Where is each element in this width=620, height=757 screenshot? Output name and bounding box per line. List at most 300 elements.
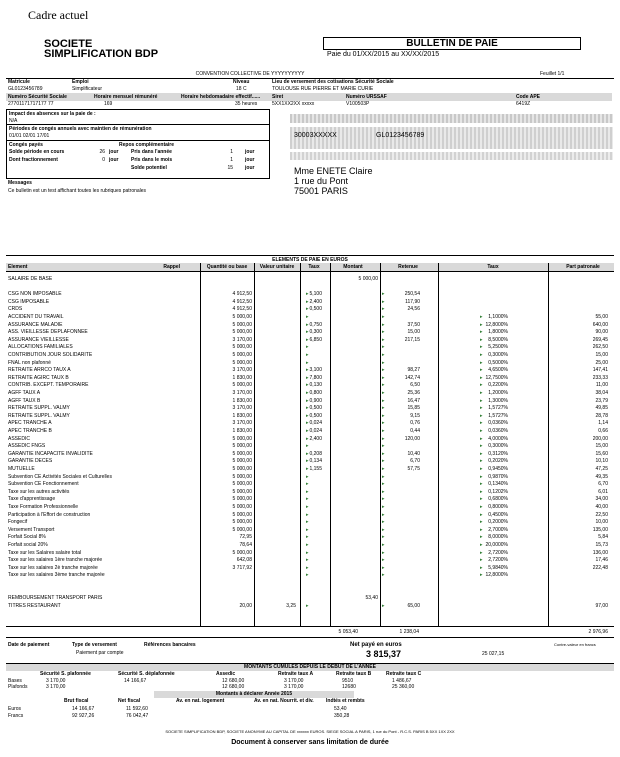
table-row bbox=[6, 519, 614, 527]
table-cell: 0,8000% bbox=[488, 504, 508, 510]
row-marker-icon: ▸ bbox=[382, 321, 385, 328]
table-cell: Taxe d'apprentissage bbox=[8, 496, 56, 503]
cumuls-cell: 3 170,00 bbox=[284, 684, 304, 690]
row-marker-icon: ▸ bbox=[306, 602, 309, 609]
table-cell: Forfait Social 8% bbox=[8, 534, 46, 541]
table-cell: 3 717,92 bbox=[232, 564, 252, 571]
pay-table-header-cell: Taux bbox=[487, 264, 499, 270]
conges-row-unit: jour bbox=[109, 149, 119, 155]
row-marker-icon: ▸ bbox=[382, 291, 385, 298]
declare-cell: 76 042,47 bbox=[126, 713, 149, 719]
table-cell: SALAIRE DE BASE bbox=[8, 276, 53, 282]
cumuls-cell: 12 680,00 bbox=[222, 678, 245, 684]
row-marker-icon: ▸ bbox=[306, 473, 309, 480]
net-label: Net payé en euros bbox=[350, 642, 402, 648]
row-marker-icon: ▸ bbox=[480, 542, 483, 548]
row-marker-icon: ▸ bbox=[480, 314, 483, 320]
table-cell: 0,134 bbox=[309, 458, 322, 465]
bulletin-period: Paie du 01/XX/2015 au XX/XX/2015 bbox=[327, 51, 440, 58]
pay-table-header-cell: Valeur unitaire bbox=[259, 264, 295, 270]
table-cell: 5 000,00 bbox=[232, 352, 252, 358]
table-cell: 23,79 bbox=[595, 397, 608, 404]
table-row bbox=[6, 466, 614, 474]
repos-row-label: Pris dans le mois bbox=[131, 157, 173, 163]
table-cell: 3 170,00 bbox=[232, 336, 252, 343]
table-row bbox=[6, 276, 614, 284]
row-marker-icon: ▸ bbox=[480, 420, 483, 427]
table-cell: 72,95 bbox=[239, 534, 252, 541]
cumuls-header-cell: Retraite taux C bbox=[386, 671, 422, 677]
table-cell: 147,41 bbox=[592, 367, 608, 374]
table-cell: 1 830,00 bbox=[232, 397, 252, 404]
row-marker-icon: ▸ bbox=[306, 450, 309, 457]
table-cell: ASSEDIC bbox=[8, 435, 30, 442]
messages-label: Messages bbox=[8, 180, 32, 186]
table-cell: 15,60 bbox=[595, 450, 608, 457]
convention: CONVENTION COLLECTIVE DE YYYYYYYYYY bbox=[195, 71, 305, 77]
row-marker-icon: ▸ bbox=[306, 496, 309, 503]
row-marker-icon: ▸ bbox=[382, 420, 385, 427]
table-row bbox=[6, 474, 614, 482]
row-marker-icon: ▸ bbox=[306, 306, 309, 313]
table-cell: 142,74 bbox=[404, 374, 420, 381]
row-marker-icon: ▸ bbox=[480, 519, 483, 526]
table-cell: ASSEDIC FNGS bbox=[8, 443, 46, 450]
table-cell: APEC TRANCHE B bbox=[8, 428, 52, 434]
row-marker-icon: ▸ bbox=[306, 481, 309, 488]
declare-header-cell: Av. en nat. logement bbox=[176, 698, 225, 704]
emploi: Simplificateur bbox=[72, 86, 103, 92]
table-cell: 40,00 bbox=[595, 504, 608, 510]
row-marker-icon: ▸ bbox=[382, 526, 385, 533]
table-cell: 15,00 bbox=[595, 352, 608, 358]
row-marker-icon: ▸ bbox=[480, 572, 483, 579]
table-cell: 0,66 bbox=[598, 428, 608, 434]
table-row bbox=[6, 572, 614, 580]
row-marker-icon: ▸ bbox=[480, 557, 483, 564]
row-marker-icon: ▸ bbox=[306, 367, 309, 374]
row-marker-icon: ▸ bbox=[306, 405, 309, 412]
repos-row-unit: jour bbox=[245, 157, 255, 163]
row-marker-icon: ▸ bbox=[306, 397, 309, 404]
table-cell: 6,70 bbox=[598, 481, 608, 488]
total-patronale: 2 976,96 bbox=[588, 629, 608, 635]
row-marker-icon: ▸ bbox=[480, 564, 483, 571]
table-cell: 5 000,00 bbox=[232, 496, 252, 503]
table-cell: 1,1000% bbox=[488, 314, 508, 320]
row-marker-icon: ▸ bbox=[306, 519, 309, 526]
label-horaire-mensuel: Horaire mensuel rémunéré bbox=[94, 94, 158, 100]
row-marker-icon: ▸ bbox=[382, 435, 385, 442]
conges-period-label: Périodes de congés annuels avec maintien de rémunération bbox=[9, 126, 152, 132]
matricule: GL0123456789 bbox=[8, 86, 43, 92]
table-row bbox=[6, 398, 614, 406]
conges-row-unit: jour bbox=[109, 157, 119, 163]
row-marker-icon: ▸ bbox=[306, 314, 309, 320]
table-row bbox=[6, 329, 614, 337]
row-marker-icon: ▸ bbox=[480, 412, 483, 419]
row-marker-icon: ▸ bbox=[480, 473, 483, 480]
table-cell: 6,50 bbox=[410, 382, 420, 389]
repos-row-label: Solde potentiel bbox=[131, 165, 167, 171]
table-cell: 5 000,00 bbox=[232, 359, 252, 366]
table-cell: ACCIDENT DU TRAVAIL bbox=[8, 314, 64, 320]
table-cell: 0,500 bbox=[309, 306, 322, 313]
pay-table-title: ELEMENTS DE PAIE EN EUROS bbox=[272, 257, 348, 263]
cumuls-cell: 12680 bbox=[342, 684, 356, 690]
table-cell: 5 000,00 bbox=[232, 382, 252, 389]
table-cell: 1,14 bbox=[598, 420, 608, 427]
table-cell: 25,00 bbox=[595, 359, 608, 366]
table-cell: 0,024 bbox=[309, 428, 322, 434]
row-marker-icon: ▸ bbox=[306, 321, 309, 328]
row-marker-icon: ▸ bbox=[480, 397, 483, 404]
table-row bbox=[6, 588, 614, 596]
table-cell: Forfait social 20% bbox=[8, 542, 48, 548]
table-row bbox=[6, 291, 614, 299]
divider bbox=[7, 124, 269, 125]
row-marker-icon: ▸ bbox=[480, 496, 483, 503]
row-marker-icon: ▸ bbox=[382, 511, 385, 518]
table-cell: 0,3120% bbox=[488, 450, 508, 457]
table-cell: RETRAITE AGIRC TAUX B bbox=[8, 374, 69, 381]
declare-header-cell: Av. en nat. Nourrit. et div. bbox=[254, 698, 314, 704]
declare-cell: 14 166,67 bbox=[72, 706, 95, 712]
table-cell: 4,0000% bbox=[488, 435, 508, 442]
table-cell: Taxe Formation Professionnelle bbox=[8, 504, 79, 510]
table-row bbox=[6, 306, 614, 314]
table-cell: 5 000,00 bbox=[232, 549, 252, 556]
table-cell: 0,130 bbox=[309, 382, 322, 389]
table-row bbox=[6, 314, 614, 322]
table-row bbox=[6, 360, 614, 368]
table-cell: 9,15 bbox=[410, 412, 420, 419]
table-cell: 5 000,00 bbox=[232, 466, 252, 472]
row-marker-icon: ▸ bbox=[306, 526, 309, 533]
row-marker-icon: ▸ bbox=[382, 314, 385, 320]
table-cell: Taxe sur les Salaires salaire total bbox=[8, 549, 82, 556]
net-value: 3 815,37 bbox=[366, 649, 402, 659]
table-cell: 5 000,00 bbox=[232, 504, 252, 510]
table-cell: Fongecif bbox=[8, 519, 28, 526]
repos-row-value: 15 bbox=[227, 165, 233, 171]
table-cell: 0,0360% bbox=[488, 428, 508, 434]
row-marker-icon: ▸ bbox=[306, 549, 309, 556]
table-cell: 217,15 bbox=[404, 336, 420, 343]
table-cell: 4,6500% bbox=[488, 367, 508, 374]
row-marker-icon: ▸ bbox=[382, 298, 385, 305]
table-row bbox=[6, 580, 614, 588]
table-cell: 0,300 bbox=[309, 329, 322, 336]
table-cell: Taxe sur les salaires 3ème tranche majorée bbox=[8, 572, 105, 579]
conges-header: Congés payés bbox=[9, 142, 43, 148]
table-cell: 3 170,00 bbox=[232, 390, 252, 396]
pay-table-header-cell: Rappel bbox=[163, 264, 180, 270]
row-marker-icon: ▸ bbox=[480, 435, 483, 442]
contre-valeur: 25 027,15 bbox=[482, 651, 505, 657]
table-cell: 7,800 bbox=[309, 374, 322, 381]
table-cell: APEC TRANCHE A bbox=[8, 420, 52, 427]
row-marker-icon: ▸ bbox=[480, 405, 483, 412]
table-row bbox=[6, 550, 614, 558]
row-marker-icon: ▸ bbox=[306, 564, 309, 571]
row-marker-icon: ▸ bbox=[306, 542, 309, 548]
table-cell: 5 000,00 bbox=[232, 473, 252, 480]
row-marker-icon: ▸ bbox=[306, 291, 309, 298]
employee-name: Mme ENETE Claire bbox=[294, 166, 373, 176]
repos-row-value: 1 bbox=[230, 157, 233, 163]
row-marker-icon: ▸ bbox=[306, 298, 309, 305]
bank-ref: 30003XXXXX bbox=[294, 132, 337, 139]
table-cell: 4 912,50 bbox=[232, 291, 252, 298]
row-marker-icon: ▸ bbox=[306, 359, 309, 366]
cumuls-cell: 25 360,00 bbox=[392, 684, 415, 690]
nss: 27701171717177 77 bbox=[8, 101, 54, 107]
table-cell: 262,50 bbox=[592, 344, 608, 351]
table-row bbox=[6, 565, 614, 573]
table-cell: 12,8000% bbox=[485, 572, 508, 579]
row-marker-icon: ▸ bbox=[382, 390, 385, 396]
row-marker-icon: ▸ bbox=[480, 344, 483, 351]
pay-table-header-cell: Part patronale bbox=[566, 264, 600, 270]
table-row bbox=[6, 512, 614, 520]
cumuls-cell: 1 486,67 bbox=[392, 678, 412, 684]
table-row bbox=[6, 610, 614, 618]
cumuls-header-cell: Sécurité S. plafonnée bbox=[40, 671, 91, 677]
table-cell: Taxe sur les salaires 2è tranche majorée bbox=[8, 564, 98, 571]
divider bbox=[7, 140, 269, 141]
table-row bbox=[6, 603, 614, 611]
table-row bbox=[6, 428, 614, 436]
table-row bbox=[6, 489, 614, 497]
table-cell: 5 000,00 bbox=[232, 481, 252, 488]
row-marker-icon: ▸ bbox=[382, 359, 385, 366]
table-cell: Participation à l'Effort de construction bbox=[8, 511, 91, 518]
table-cell: 5 000,00 bbox=[232, 511, 252, 518]
table-cell: 5 000,00 bbox=[232, 329, 252, 336]
shaded-band bbox=[290, 152, 613, 160]
table-cell: 0,1202% bbox=[488, 488, 508, 495]
pay-table bbox=[6, 255, 614, 636]
column-divider bbox=[380, 263, 381, 626]
cumuls-block bbox=[6, 663, 614, 728]
row-marker-icon: ▸ bbox=[306, 336, 309, 343]
table-cell: 8,0000% bbox=[488, 534, 508, 541]
company-name bbox=[44, 39, 158, 59]
row-marker-icon: ▸ bbox=[306, 511, 309, 518]
declare-header-cell: Net fiscal bbox=[118, 698, 141, 704]
row-marker-icon: ▸ bbox=[382, 534, 385, 541]
row-marker-icon: ▸ bbox=[480, 488, 483, 495]
table-row bbox=[6, 496, 614, 504]
table-cell: 10,40 bbox=[407, 450, 420, 457]
payment-type: Paiement par compte bbox=[76, 650, 124, 656]
repos-row-label: Pris dans l'année bbox=[131, 149, 172, 155]
table-cell: 269,45 bbox=[592, 336, 608, 343]
table-row bbox=[6, 413, 614, 421]
declare-header-cell: Indtés et rembts bbox=[326, 698, 365, 704]
table-cell: 49,35 bbox=[595, 473, 608, 480]
table-row bbox=[6, 322, 614, 330]
impact-label: Impact des absences sur la paie de : bbox=[9, 111, 96, 117]
table-cell: 117,90 bbox=[405, 298, 420, 305]
row-marker-icon: ▸ bbox=[382, 382, 385, 389]
cumuls-title: MONTANTS CUMULES DEPUIS LE DEBUT DE L'ANNEE bbox=[6, 664, 614, 671]
table-cell: 12,8000% bbox=[485, 321, 508, 328]
table-cell: 6,850 bbox=[309, 336, 322, 343]
table-cell: 200,00 bbox=[592, 435, 608, 442]
table-cell: 0,9870% bbox=[488, 473, 508, 480]
table-cell: 5 000,00 bbox=[232, 458, 252, 465]
payment-type-label: Type de versement bbox=[72, 642, 117, 648]
table-row bbox=[6, 504, 614, 512]
bank-ref-label: Références bancaires bbox=[144, 642, 196, 648]
column-divider bbox=[300, 263, 301, 626]
row-marker-icon: ▸ bbox=[382, 557, 385, 564]
table-cell: 15,00 bbox=[595, 443, 608, 450]
label-niveau: Niveau bbox=[233, 79, 250, 85]
declare-cell: Francs bbox=[8, 713, 24, 719]
row-marker-icon: ▸ bbox=[306, 428, 309, 434]
table-row bbox=[6, 527, 614, 535]
table-cell: AGFF TAUX A bbox=[8, 390, 41, 396]
table-row bbox=[6, 451, 614, 459]
table-cell: 0,6800% bbox=[488, 496, 508, 503]
table-cell: 5 000,00 bbox=[232, 314, 252, 320]
table-cell: 20,0000% bbox=[485, 542, 508, 548]
table-cell: 1,8000% bbox=[488, 329, 508, 336]
row-marker-icon: ▸ bbox=[480, 504, 483, 510]
table-cell: 0,500 bbox=[309, 412, 322, 419]
table-cell: 5 000,00 bbox=[232, 321, 252, 328]
siret: 5XX1XX2XX xxxxx bbox=[272, 101, 315, 107]
row-marker-icon: ▸ bbox=[382, 412, 385, 419]
table-cell: 3 170,00 bbox=[232, 405, 252, 412]
table-cell: 55,00 bbox=[595, 314, 608, 320]
row-marker-icon: ▸ bbox=[306, 458, 309, 465]
table-row bbox=[6, 352, 614, 360]
row-marker-icon: ▸ bbox=[382, 602, 385, 609]
label-lieu: Lieu de versement des cotisations Sécurité Sociale bbox=[272, 79, 394, 85]
table-cell: 3 170,00 bbox=[232, 367, 252, 374]
table-row bbox=[6, 557, 614, 565]
table-cell: 15,00 bbox=[407, 329, 420, 336]
table-cell: 15,73 bbox=[595, 542, 608, 548]
pay-table-header-cell: Taux bbox=[308, 264, 320, 270]
row-marker-icon: ▸ bbox=[382, 458, 385, 465]
table-cell: RETRAITE SUPPL. VALMY bbox=[8, 405, 70, 412]
declare-title: Montants à déclarer Année 2015 bbox=[154, 691, 354, 698]
employee-street: 1 rue du Pont bbox=[294, 176, 349, 186]
cumuls-cell: Bases bbox=[8, 678, 22, 684]
conges-row-value: 0 bbox=[102, 157, 105, 163]
table-cell: 15,85 bbox=[407, 405, 420, 412]
table-cell: 120,00 bbox=[404, 435, 420, 442]
table-cell: 28,78 bbox=[595, 412, 608, 419]
row-marker-icon: ▸ bbox=[480, 321, 483, 328]
pay-table-header-cell: Quantité ou base bbox=[206, 264, 248, 270]
pay-table-header-cell: Montant bbox=[343, 264, 363, 270]
cumuls-cell: 9510 bbox=[342, 678, 354, 684]
table-row bbox=[6, 443, 614, 451]
row-marker-icon: ▸ bbox=[382, 428, 385, 434]
table-cell: 47,25 bbox=[595, 466, 608, 472]
row-marker-icon: ▸ bbox=[480, 549, 483, 556]
label-matricule: Matricule bbox=[8, 79, 30, 85]
table-row bbox=[6, 420, 614, 428]
row-marker-icon: ▸ bbox=[382, 466, 385, 472]
table-cell: CONTRIBUTION JOUR SOLIDARITE bbox=[8, 352, 93, 358]
row-marker-icon: ▸ bbox=[306, 504, 309, 510]
table-cell: 17,46 bbox=[595, 557, 608, 564]
table-cell: 4 912,50 bbox=[232, 306, 252, 313]
table-row bbox=[6, 595, 614, 603]
row-marker-icon: ▸ bbox=[382, 481, 385, 488]
table-cell: 78,64 bbox=[239, 542, 252, 548]
table-cell: 5 000,00 bbox=[232, 450, 252, 457]
cumuls-header-cell: Retraite taux B bbox=[336, 671, 372, 677]
table-row bbox=[6, 344, 614, 352]
table-cell: GARANTIE DECES bbox=[8, 458, 53, 465]
table-row bbox=[6, 405, 614, 413]
pay-table-header-cell: Retenue bbox=[398, 264, 418, 270]
table-cell: 53,40 bbox=[365, 595, 378, 602]
employee-ref: GL0123456789 bbox=[376, 132, 425, 139]
row-marker-icon: ▸ bbox=[306, 534, 309, 541]
table-cell: 1,155 bbox=[309, 466, 322, 472]
table-cell: 10,00 bbox=[595, 519, 608, 526]
row-marker-icon: ▸ bbox=[382, 443, 385, 450]
table-cell: 3,100 bbox=[309, 367, 322, 374]
impact-value: N/A bbox=[9, 118, 18, 124]
row-marker-icon: ▸ bbox=[382, 488, 385, 495]
table-cell: 6,01 bbox=[598, 488, 608, 495]
row-marker-icon: ▸ bbox=[382, 352, 385, 358]
label-ape: Code APE bbox=[516, 94, 540, 100]
cumuls-cell: 3 170,00 bbox=[46, 678, 66, 684]
table-cell: Subvention CE Fonctionnement bbox=[8, 481, 79, 488]
table-cell: TITRES RESTAURANT bbox=[8, 602, 61, 609]
table-cell: RETRAITE ARRCO TAUX A bbox=[8, 367, 71, 374]
table-cell: 5 000,00 bbox=[232, 443, 252, 450]
repos-row-unit: jour bbox=[245, 149, 255, 155]
horaire-mensuel: 169 bbox=[104, 101, 113, 107]
row-marker-icon: ▸ bbox=[382, 329, 385, 336]
lieu: TOULOUSE RUE PIERRE ET MARIE CURIE bbox=[272, 86, 374, 92]
table-cell: 6,70 bbox=[410, 458, 420, 465]
table-row bbox=[6, 382, 614, 390]
row-marker-icon: ▸ bbox=[306, 557, 309, 564]
table-cell: 0,2020% bbox=[488, 458, 508, 465]
table-cell: 1,5727% bbox=[488, 405, 508, 412]
declare-cell: Euros bbox=[8, 706, 22, 712]
table-cell: 0,76 bbox=[410, 420, 420, 427]
row-marker-icon: ▸ bbox=[480, 382, 483, 389]
table-cell: 135,00 bbox=[592, 526, 608, 533]
row-marker-icon: ▸ bbox=[382, 344, 385, 351]
table-cell: 25,36 bbox=[407, 390, 420, 396]
table-cell: 5 000,00 bbox=[232, 526, 252, 533]
table-cell: MUTUELLE bbox=[8, 466, 35, 472]
cumuls-header-cell: Retraite taux A bbox=[278, 671, 314, 677]
repos-row-value: 1 bbox=[230, 149, 233, 155]
table-row bbox=[6, 458, 614, 466]
table-cell: 5 000,00 bbox=[232, 488, 252, 495]
cumuls-cell: 12 680,00 bbox=[222, 684, 245, 690]
table-cell: 0,500 bbox=[309, 405, 322, 412]
cumuls-cell: 14 166,67 bbox=[124, 678, 147, 684]
table-cell: 0,750 bbox=[309, 321, 322, 328]
